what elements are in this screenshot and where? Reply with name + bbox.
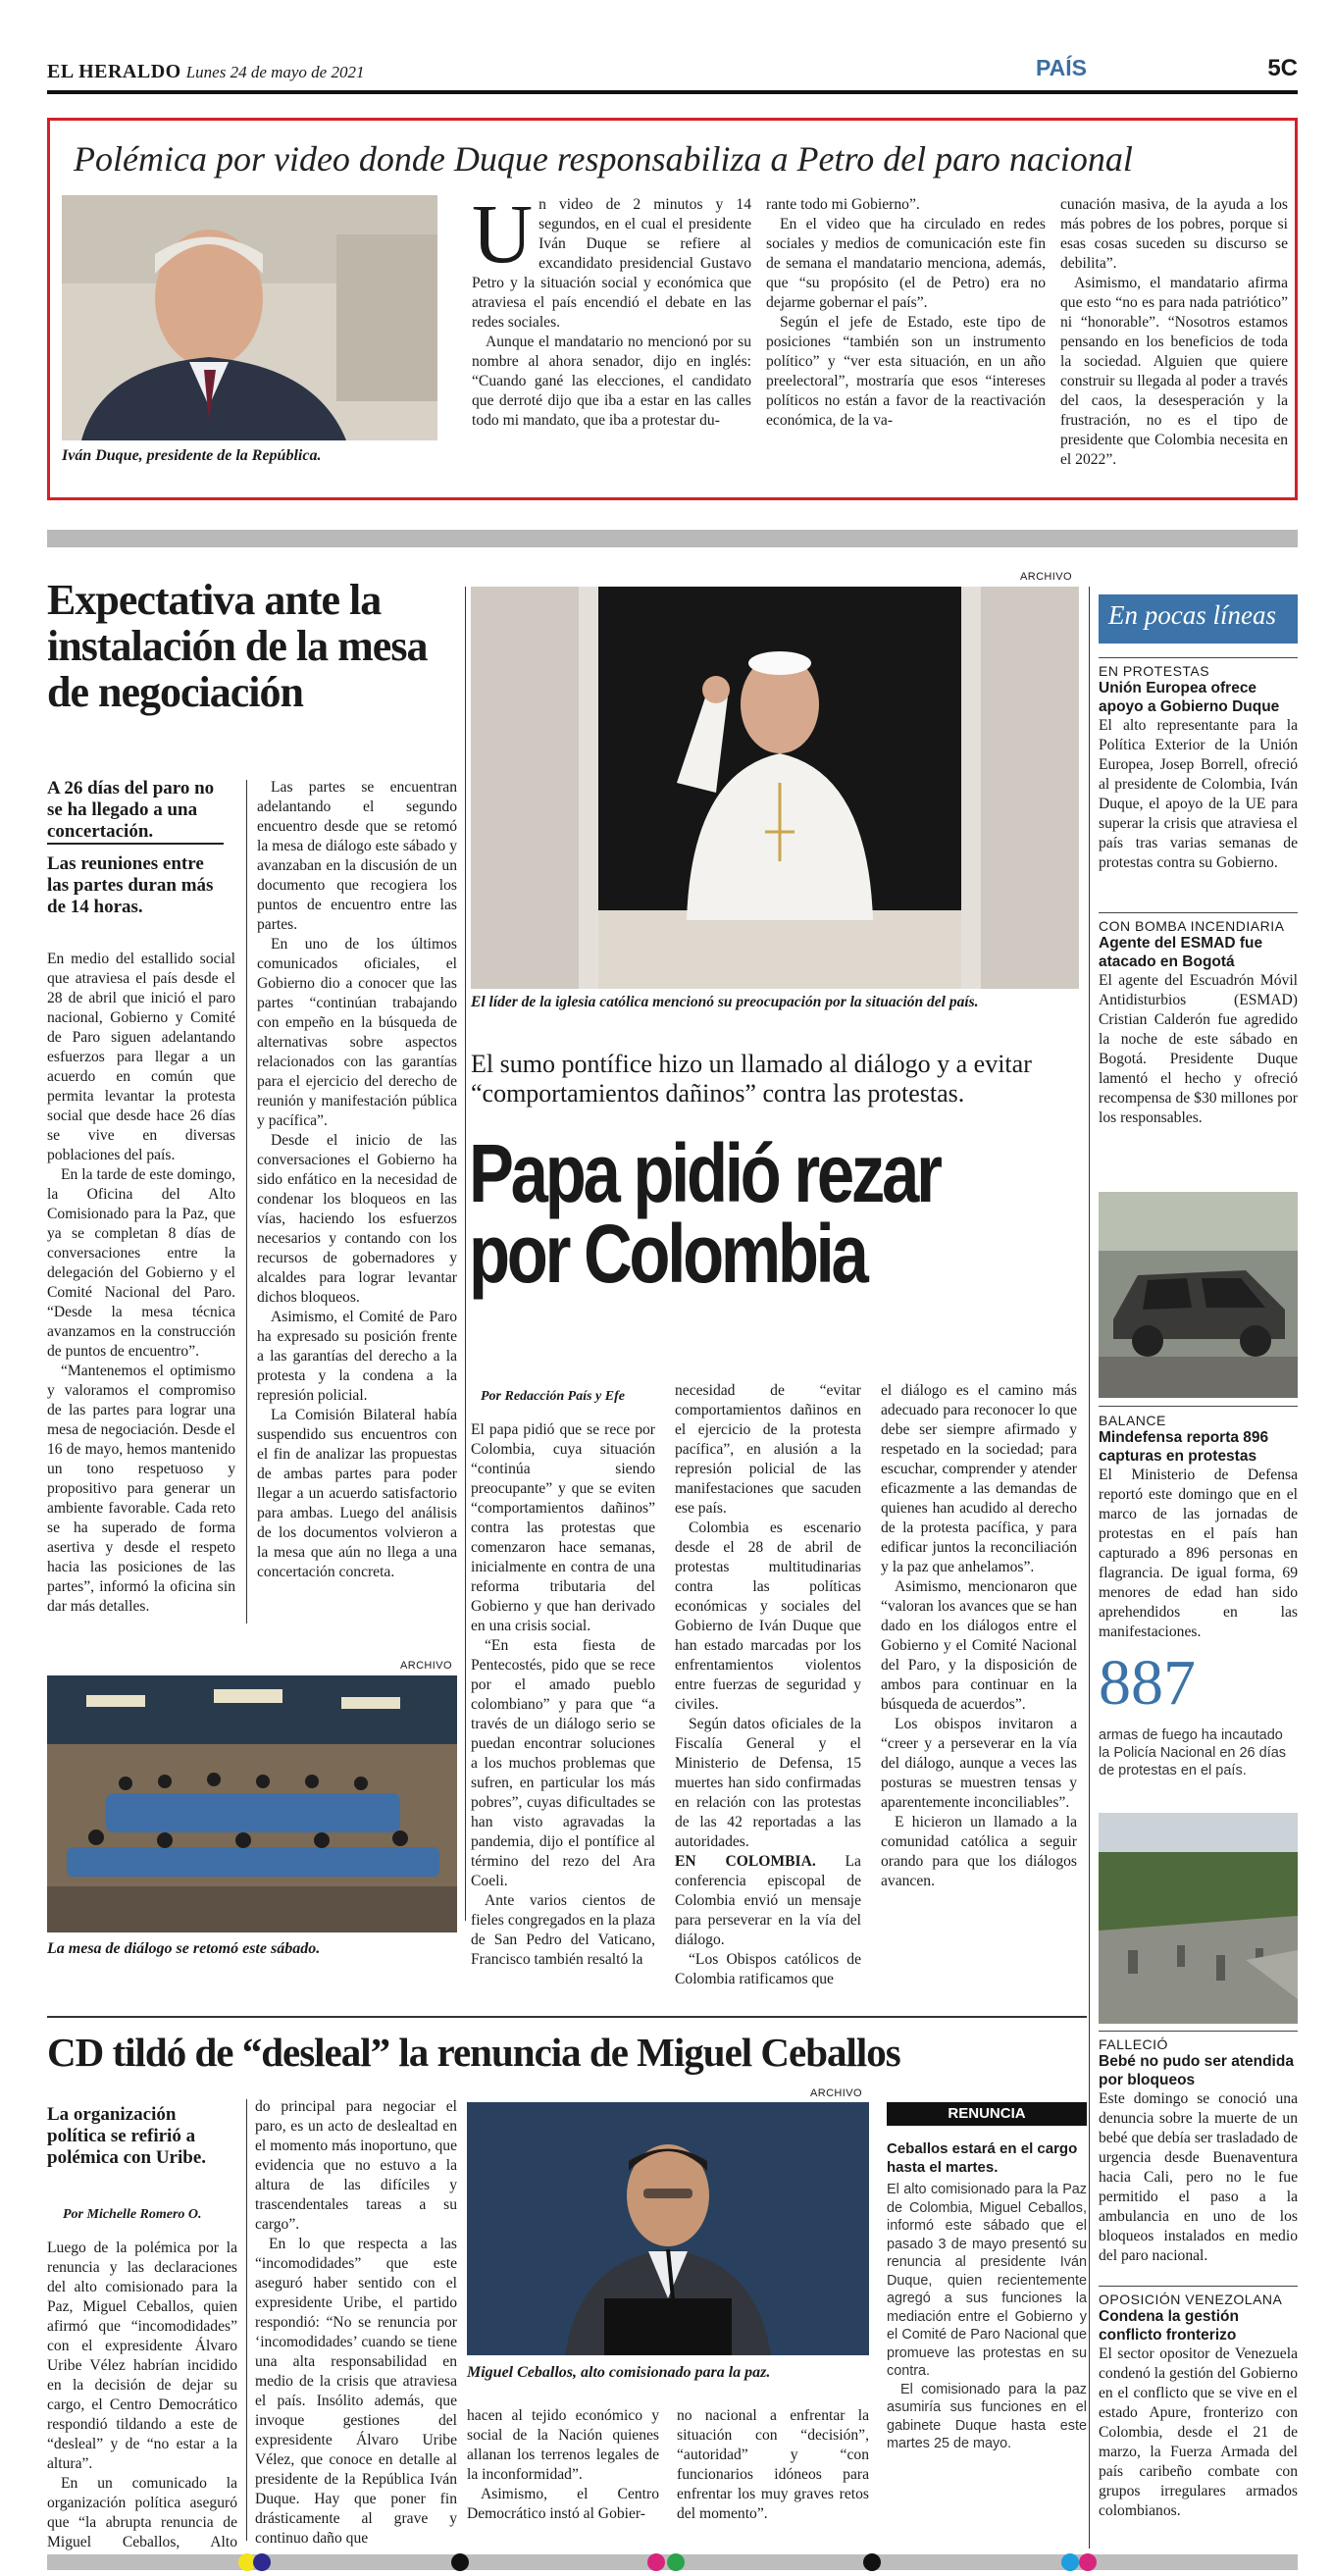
article-paragraph: “Mantenemos el optimismo y valoramos el compromiso de las partes para lograr una mesa de negociación. Desde el 16 de mayo, hemos mantenido un tono respetuoso y propositivo para generar un ambiente favorable. Cada reto se ha superado de forma asertiva y desde el respeto hacia las posiciones de las partes”, informó la oficina sin dar más detalles. (47, 1363, 235, 1615)
registration-dot-cyan (1061, 2553, 1079, 2571)
ceballos-photo (467, 2102, 869, 2355)
byline-author: Redacción País y Efe (504, 1389, 625, 1404)
column-divider (465, 587, 466, 1921)
sidebar-kicker: FALLECIÓ (1099, 2036, 1168, 2052)
page-number: 5C (1267, 55, 1298, 81)
byline-author: Michelle Romero O. (86, 2207, 202, 2222)
blockade-road-photo (1099, 1813, 1298, 2024)
ceballos-deck: La organización política se refirió a polémica con Uribe. (47, 2104, 207, 2168)
duque-portrait-image (62, 195, 437, 440)
top-story-column-3 (1060, 195, 1288, 470)
ceballos-column-1 (47, 2239, 237, 2572)
sidebar-item-2 (1099, 918, 1298, 1128)
negociacion-column-1 (47, 950, 235, 1617)
sidebar-kicker: BALANCE (1099, 1413, 1166, 1428)
negociacion-deck-1: A 26 días del paro no se ha llegado a una concertación. (47, 778, 215, 842)
article-paragraph: Colombia es escenario desde el 28 de abril de protestas multitudinarias contra las políticas económicas y sociales del Gobierno de Iván Duque que han estado marcadas por los enfrentamientos violentos entre fuerzas de seguridad y civiles. (675, 1520, 861, 1713)
ceballos-column-3 (467, 2406, 659, 2524)
burned-car-photo (1099, 1192, 1298, 1398)
pope-byline (481, 1389, 625, 1405)
ceballos-speaking-image (467, 2102, 869, 2355)
sidebar-rule (1099, 657, 1298, 658)
pope-column-3 (881, 1381, 1077, 1891)
registration-dot-magenta (647, 2553, 665, 2571)
article-paragraph: E hicieron un llamado a la comunidad católica a seguir orando para que los diálogos avancen. (881, 1814, 1077, 1889)
registration-dot-blue (253, 2553, 271, 2571)
sidebar-rule (1099, 1406, 1298, 1407)
section-divider-band (47, 530, 1298, 547)
pope-photo-caption: El líder de la iglesia católica mencionó su preocupación por la situación del país. (471, 994, 979, 1010)
article-paragraph (675, 1852, 861, 1950)
sidebar-item-1 (1099, 663, 1298, 873)
article-paragraph: Los obispos invitaron a “creer y a perseverar en la vía del diálogo, aunque a veces las posturas se muestren tensas y aparentemente inconciliables”. (881, 1716, 1077, 1811)
mesa-dialogo-photo (47, 1675, 457, 1932)
sidebar-rule (1099, 2031, 1298, 2032)
sidebar-title: Condena la gestión conflicto fronterizo (1099, 2308, 1239, 2344)
article-paragraph: hacen al tejido económico y social de la Nación quienes allanan los terrenos legales de la inconformidad”. (467, 2407, 659, 2483)
pope-deck: El sumo pontífice hizo un llamado al diálogo y a evitar “comportamientos dañinos” contra las protestas. (471, 1050, 1032, 1108)
big-number: 887 (1099, 1647, 1196, 1719)
registration-dot-green (667, 2553, 685, 2571)
sidebar-item-4 (1099, 2036, 1298, 2266)
sidebar-header: En pocas líneas (1108, 600, 1276, 630)
article-paragraph: En medio del estallido social que atraviesa el país desde el 28 de abril que inició el paro nacional, Gobierno y Comité de Paro siguen adelantando esfuerzos para llegar a un acuerdo en común que permita levantar la protesta social que desde hace 26 días se vive en diversas poblaciones del país. (47, 951, 235, 1163)
top-story-box (47, 118, 1298, 500)
renuncia-paragraph: El comisionado para la paz asumiría sus funciones en el gabinete Duque hasta este martes 25 de mayo. (887, 2381, 1087, 2451)
byline-prefix: Por (63, 2207, 83, 2222)
sidebar-kicker: EN PROTESTAS (1099, 663, 1210, 679)
sidebar-item-5 (1099, 2292, 1298, 2521)
sidebar-kicker: OPOSICIÓN VENEZOLANA (1099, 2292, 1283, 2307)
registration-dot-black (451, 2553, 469, 2571)
article-paragraph: Asimismo, el Comité de Paro ha expresado su posición frente a las garantías del derecho a la protesta y la condena a la represión policial. (257, 1309, 457, 1404)
article-paragraph: “En esta fiesta de Pentecostés, pido que se rece por el amado pueblo colombiano” y para que “a través de un diálogo serio se puedan encontrar soluciones a los muchos problemas que sufren, en particular los más pobres”, cuyas dificultades se han visto agravadas la pandemia, dijo el pontífice al término del rezo del Ara Coeli. (471, 1637, 655, 1889)
sidebar-text: El Ministerio de Defensa reportó este domingo que en el marco de las jornadas de protestas en el país han capturado a 896 personas en flagrancia. De igual forma, 69 menores de edad han sido aprehendidos en las manifestaciones. (1099, 1467, 1298, 1640)
sidebar-rule (1099, 912, 1298, 913)
top-story-paragraph: rante todo mi Gobierno”. (766, 196, 920, 213)
photo-credit: ARCHIVO (810, 2087, 862, 2099)
renuncia-label: RENUNCIA (887, 2102, 1087, 2126)
renuncia-text (887, 2181, 1087, 2453)
article-paragraph: En la tarde de este domingo, la Oficina del Alto Comisionado para la Paz, que ya se completan 8 días de conversaciones entre la delegación del Gobierno y el Comité Nacional del Paro. “Desde la mesa técnica avanzamos en la construcción de puntos de encuentro”. (47, 1166, 235, 1360)
article-paragraph: Las partes se encuentran adelantando el segundo encuentro desde que se retomó la mesa de diálogo este sábado y avanzaban en la discusión de un documento que recogiera los puntos de encuentro entre las partes. (257, 779, 457, 933)
sidebar-kicker: CON BOMBA INCENDIARIA (1099, 918, 1285, 934)
deck-rule (47, 843, 224, 845)
top-story-paragraph: Según el jefe de Estado, este tipo de posiciones “también son un instrumento político” y “ver esta situación, en un año preelectoral”, mostraría que esos “intereses políticos no están a favor de la reactivación económica, de la va- (766, 314, 1046, 429)
negociacion-deck-2: Las reuniones entre las partes duran más de 14 horas. (47, 853, 214, 917)
sidebar-text: El agente del Escuadrón Móvil Antidisturbios (ESMAD) Cristian Calderón fue agredido la noche de este sábado en Bogotá. Presidente Duque lamentó el hecho y ofreció recompensa de $30 millones por los responsables. (1099, 972, 1298, 1126)
sidebar-title: Agente del ESMAD fue atacado en Bogotá (1099, 935, 1263, 970)
registration-dot-magenta (1079, 2553, 1097, 2571)
pope-photo (471, 587, 1079, 989)
mesa-photo-caption: La mesa de diálogo se retomó este sábado. (47, 1940, 321, 1957)
top-story-paragraph: Asimismo, el mandatario afirma que esto “no es para nada patriótico” ni “honorable”. “Nosotros estamos pensando en los beneficios de toda la sociedad. Alguien que quiere construir su llegada al poder a través del caos, la desesperación y la frustración, no es el tipo de presidente que Colombia necesita en el 2022”. (1060, 275, 1288, 468)
sidebar-item-3 (1099, 1413, 1298, 1642)
article-paragraph: La Comisión Bilateral había suspendido sus encuentros con el fin de analizar las propuestas de ambas partes para poder llegar a un acuerdo satisfactorio para ambas. Luego del análisis de los documentos volvieron a la mesa que aún no llega a una concertación concreta. (257, 1407, 457, 1580)
masthead-rule (47, 90, 1298, 94)
sidebar-rule (1099, 2286, 1298, 2287)
headline-rule (47, 2016, 1087, 2018)
section-name: PAÍS (1036, 55, 1087, 80)
subhead-lead: EN COLOMBIA. (675, 1853, 816, 1870)
top-story-paragraph: cunación masiva, de la ayuda a los más pobres de los pobres, porque si esas cosas suceden su discurso se debilita”. (1060, 196, 1288, 272)
article-paragraph: Asimismo, mencionaron que “valoran los avances que se han dado en los diálogos entre el Gobierno y el Comité Nacional del Paro, y la disposición de ambos para continuar en la búsqueda de acuerdos”. (881, 1578, 1077, 1713)
masthead-left (47, 61, 364, 83)
ceballos-headline: CD tildó de “desleal” la renuncia de Miguel Ceballos (47, 2030, 900, 2075)
pope-window-image (471, 587, 1079, 989)
top-story-column-2 (766, 195, 1046, 431)
negociacion-column-2 (257, 778, 457, 1582)
article-paragraph: necesidad de “evitar comportamientos dañinos en el ejercicio de la protesta pacífica”, en alusión a la represión policial de las manifestaciones que sacuden ese país. (675, 1382, 861, 1517)
duque-photo (62, 195, 437, 440)
ceballos-column-4 (677, 2406, 869, 2524)
article-paragraph: “Los Obispos católicos de Colombia ratificamos que (675, 1951, 861, 1987)
article-paragraph: Desde el inicio de las conversaciones el Gobierno ha sido enfático en la necesidad de condenar los bloqueos en las vías, haciendo los esfuerzos necesarios y contando con los recursos de gobernadores y alcaldes para lograr levantar dichos bloqueos. (257, 1132, 457, 1306)
photo-credit: ARCHIVO (1020, 571, 1072, 583)
article-paragraph: Ante varios cientos de fieles congregados en la plaza de San Pedro del Vaticano, Francisco también resaltó la (471, 1892, 655, 1968)
column-divider (1089, 587, 1090, 2549)
article-paragraph: el diálogo es el camino más adecuado para reconocer lo que debe ser siempre afirmado y respetado en la sociedad; para escuchar, comprender y atender eficazmente a las demandas de quienes han acudido al derecho de la protesta pacífica, y para edificar juntos la reconciliación y la paz que anhelamos”. (881, 1382, 1077, 1575)
article-paragraph: do principal para negociar el paro, es un acto de deslealtad en el momento más inoportuno, que evidencia que no estuvo a la altura de las difíciles y trascendentales tareas a su cargo”. (255, 2098, 457, 2233)
paper-name: EL HERALDO (47, 61, 181, 82)
sidebar-text: El alto representante para la Política Exterior de la Unión Europea, Josep Borrell, ofreció al presidente de Colombia, Iván Duque, el apoyo de la UE para superar la crisis que atraviesa el país tras varias semanas de protestas contra su Gobierno. (1099, 717, 1298, 871)
top-story-paragraph: n video de 2 minutos y 14 segundos, en el cual el presidente Iván Duque se refiere al excandidato presidencial Gustavo Petro y la situación social y económica que atraviesa el país encendió el debate en las redes sociales. (472, 196, 751, 331)
sidebar-title: Mindefensa reporta 896 capturas en protestas (1099, 1429, 1269, 1465)
article-paragraph: En uno de los últimos comunicados oficiales, el Gobierno dio a conocer que las partes “continúan trabajando con empeño en la búsqueda de alternativas sobre aspectos relacionados con las garantías para el ejercicio del derecho de reunión y manifestación pública y pacífica”. (257, 936, 457, 1129)
article-paragraph: Según datos oficiales de la Fiscalía General y el Ministerio de Defensa, 15 muertes han sido confirmadas en relación con las protestas de las 42 reportadas a las autoridades. (675, 1716, 861, 1850)
burned-car-image (1099, 1192, 1298, 1398)
top-story-paragraph: En el video que ha circulado en redes sociales y medios de comunicación este fin de semana el mandatario menciona, además, que “su propósito (el de Petro) era no dejarme gobernar el país”. (766, 216, 1046, 311)
article-paragraph: no nacional a enfrentar la situación con “decisión”, “autoridad” y “con funcionarios idóneos para enfrentar los muy graves retos del momento”. (677, 2407, 869, 2522)
subhead-text: La conferencia episcopal de Colombia envió un mensaje para perseverar en la vía del diálogo. (675, 1853, 861, 1948)
pope-headline: Papa pidió rezar por Colombia (469, 1127, 940, 1300)
article-paragraph: Asimismo, el Centro Democrático instó al Gobier- (467, 2486, 659, 2522)
road-blockade-image (1099, 1813, 1298, 2024)
sidebar-title: Unión Europea ofrece apoyo a Gobierno Duque (1099, 680, 1280, 715)
ceballos-photo-caption: Miguel Ceballos, alto comisionado para la paz. (467, 2364, 771, 2381)
pope-column-2 (675, 1381, 861, 1989)
top-story-title: Polémica por video donde Duque responsabiliza a Petro del paro nacional (74, 139, 1133, 179)
sidebar-text: Este domingo se conoció una denuncia sobre la muerte de un bebé que debía ser trasladado de urgencia desde Buenaventura hacia Cali, pero no le fue permitido el paso a la ambulancia en uno de los bloqueos instalados en medio del paro nacional. (1099, 2090, 1298, 2264)
top-story-column-1 (472, 186, 751, 431)
registration-dot-black (863, 2553, 881, 2571)
big-number-text: armas de fuego ha incautado la Policía Nacional en 26 días de protestas en el país. (1099, 1727, 1287, 1778)
article-paragraph: En lo que respecta a las “incomodidades” que este aseguró haber sentido con el expresidente Uribe, el partido respondió: “No se renuncia por ‘incomodidades’ cuando se tiene una alta responsabilidad en medio de la crisis que atraviesa el país. Insólito además, que invoque gestiones del expresidente Álvaro Uribe Vélez, que conoce en detalle al presidente de la República Iván Duque. Hay que poner fin drásticamente al grave y continuo daño que (255, 2236, 457, 2547)
negociacion-headline: Expectativa ante la instalación de la mesa de negociación (47, 576, 428, 716)
ceballos-byline (63, 2207, 202, 2223)
meeting-room-image (47, 1675, 457, 1932)
article-paragraph: El papa pidió que se rece por Colombia, cuya situación “continúa siendo preocupante” y que se eviten “comportamientos dañinos” contra las protestas que comenzaron hace semanas, inicialmente en contra de una reforma tributaria del Gobierno y que han derivado en una crisis social. (471, 1421, 655, 1634)
sidebar-title: Bebé no pudo ser atendida por bloqueos (1099, 2053, 1294, 2088)
sidebar-text: El sector opositor de Venezuela condenó la gestión del Gobierno en el conflicto que se vive en el estado Apure, fronterizo con Colombia, desde el 21 de marzo, la Fuerza Armada del país caribeño combate con grupos irregulares armados colombianos. (1099, 2345, 1298, 2519)
ceballos-column-2 (255, 2097, 457, 2549)
pope-column-1 (471, 1420, 655, 1970)
byline-prefix: Por (481, 1389, 501, 1404)
renuncia-box (887, 2102, 1087, 2453)
masthead (47, 53, 1298, 88)
photo-credit: ARCHIVO (400, 1660, 452, 1672)
article-paragraph: Luego de la polémica por la renuncia y las declaraciones del alto comisionado para la Paz, Miguel Ceballos, quien afirmó que “incomodidades” con el expresidente Álvaro Uribe Vélez habrían incidido en la decisión de dejar su cargo, el Centro Democrático respondió tildando a este de “desleal” y de “no estar a la altura”. (47, 2240, 237, 2472)
renuncia-paragraph: El alto comisionado para la Paz de Colombia, Miguel Ceballos, informó este sábado que el pasado 3 de mayo presentó su renuncia al presidente Iván Duque, quien recientemente agregó a sus funciones la mediación entre el Gobierno y el Comité de Paro Nacional que promueve las protestas en su contra. (887, 2182, 1087, 2379)
article-paragraph: En un comunicado la organización política aseguró que “la abrupta renuncia de Miguel Ceballos, Alto (47, 2475, 237, 2550)
issue-date: Lunes 24 de mayo de 2021 (185, 63, 365, 81)
top-story-paragraph: Aunque el mandatario no mencionó por su nombre al ahora senador, dijo en inglés: “Cuando gané las elecciones, el candidato que derroté dijo que iba a estar en las calles todo mi mandato, que iba a protestar du- (472, 334, 751, 429)
drop-cap: U (472, 186, 534, 281)
column-divider (246, 2099, 247, 2541)
column-divider (246, 780, 247, 1623)
renuncia-title: Ceballos estará en el cargo hasta el martes. (887, 2140, 1078, 2176)
duque-photo-caption: Iván Duque, presidente de la República. (62, 447, 322, 464)
